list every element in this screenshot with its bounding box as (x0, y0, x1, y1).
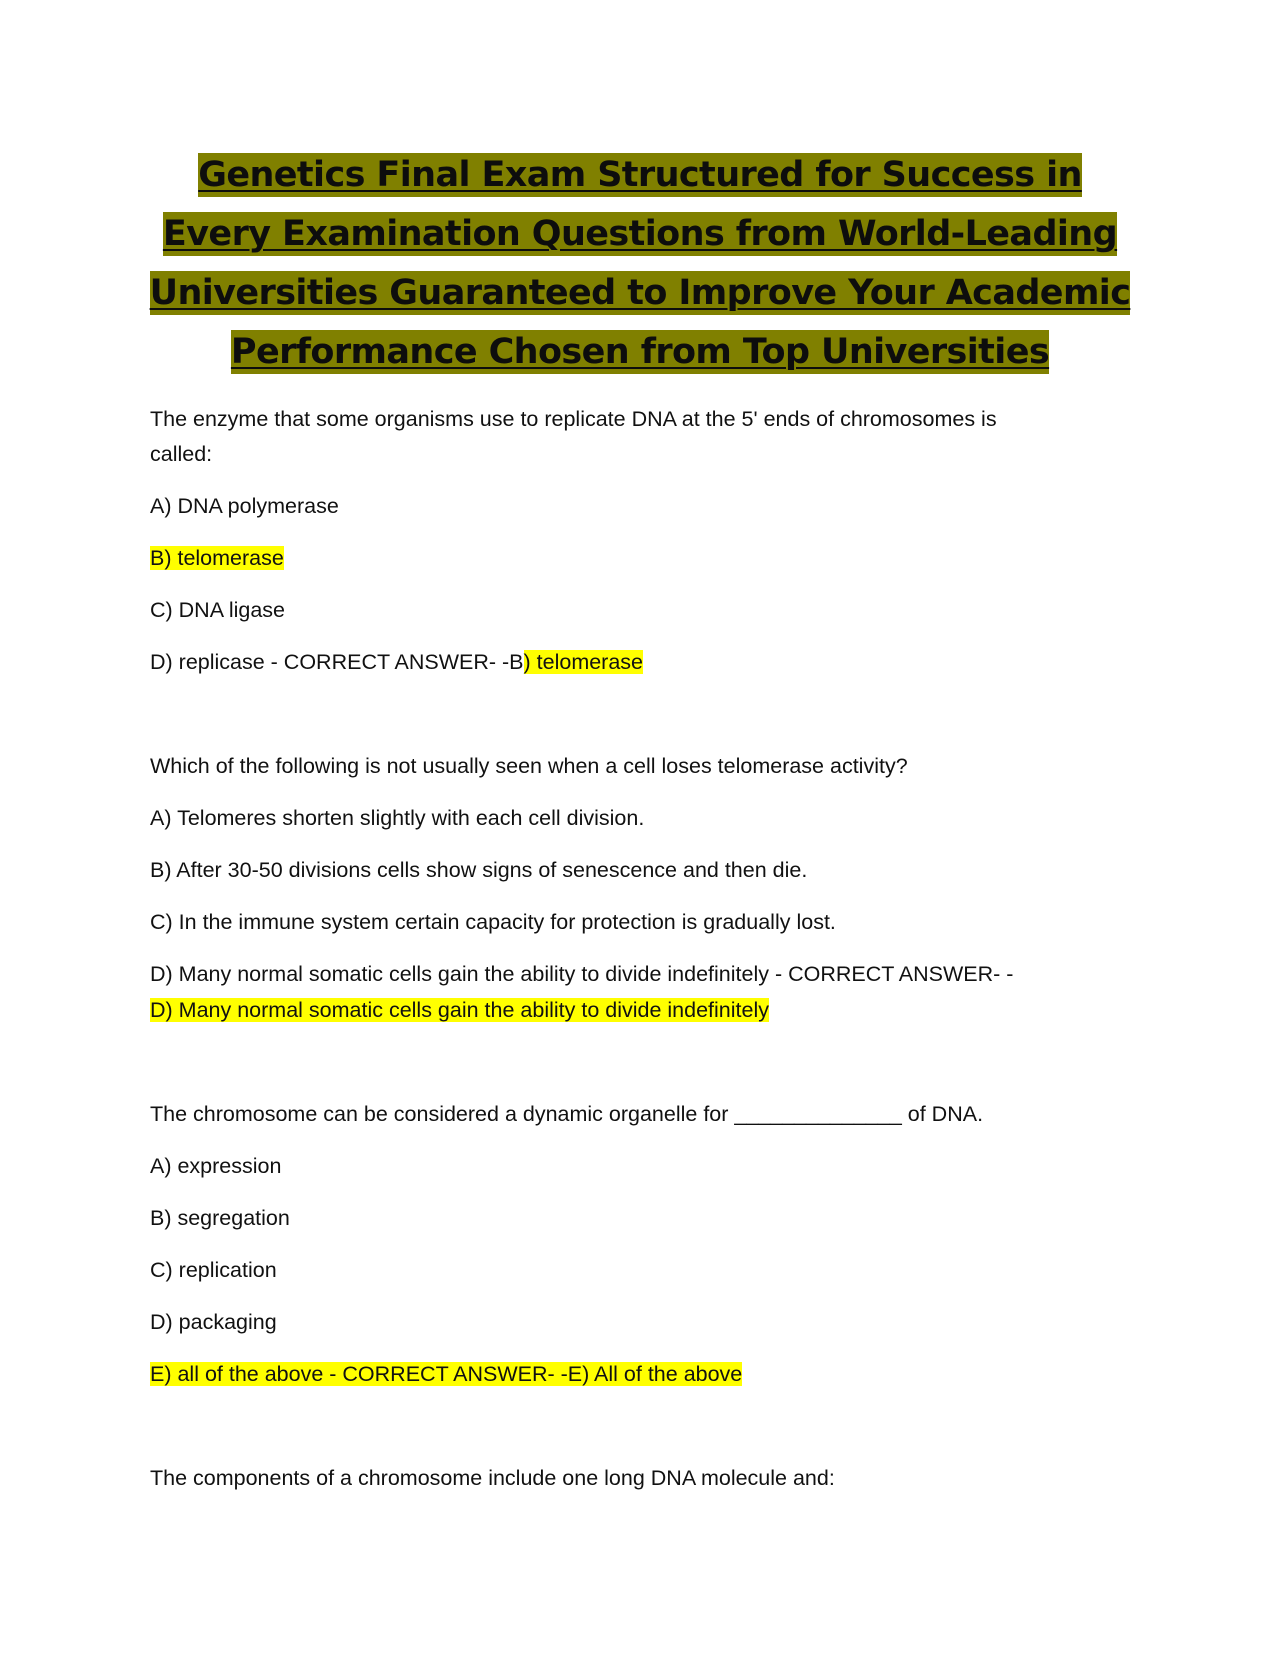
q1-option-c: C) DNA ligase (150, 598, 286, 622)
q2-answer (150, 996, 769, 1024)
q1-option-b (150, 544, 284, 572)
q3-option-d: D) packaging (150, 1310, 277, 1334)
title-line-2: Every Examination Questions from World-Leading (162, 214, 1118, 254)
q2-option-b: B) After 30-50 divisions cells show signs of senescence and then die. (150, 858, 808, 882)
q1-option-d (150, 648, 643, 676)
q3-answer-highlight: E) all of the above - CORRECT ANSWER- -E) All of the above (150, 1362, 743, 1386)
title-line-4: Performance Chosen from Top Universities (230, 332, 1050, 372)
q1-option-b-text: B) telomerase (150, 546, 284, 570)
q2-option-d: D) Many normal somatic cells gain the ability to divide indefinitely - CORRECT ANSWER- - (150, 962, 1014, 986)
q1-option-a: A) DNA polymerase (150, 494, 339, 518)
q3-option-b: B) segregation (150, 1206, 290, 1230)
q3-option-e (150, 1360, 742, 1388)
q3-option-c: C) replication (150, 1258, 277, 1282)
q3-stem: The chromosome can be considered a dynamic organelle for ______________ of DNA. (150, 1102, 984, 1126)
q1-answer-highlight: ) telomerase (523, 650, 644, 674)
q2-answer-highlight: D) Many normal somatic cells gain the ability to divide indefinitely (150, 998, 769, 1022)
document-title (140, 146, 1140, 382)
q4-stem: The components of a chromosome include one long DNA molecule and: (150, 1466, 835, 1490)
q1-stem-line-1: The enzyme that some organisms use to replicate DNA at the 5' ends of chromosomes is (150, 407, 997, 431)
q1-stem-line-2: called: (150, 442, 213, 466)
q2-option-c: C) In the immune system certain capacity for protection is gradually lost. (150, 910, 836, 934)
q2-stem: Which of the following is not usually seen when a cell loses telomerase activity? (150, 754, 908, 778)
title-line-3: Universities Guaranteed to Improve Your Academic (149, 273, 1131, 313)
q1-option-d-text: D) replicase - CORRECT ANSWER- -B (150, 650, 524, 674)
title-line-1: Genetics Final Exam Structured for Success in (198, 155, 1082, 195)
q3-option-a: A) expression (150, 1154, 282, 1178)
q2-option-a: A) Telomeres shorten slightly with each cell division. (150, 806, 645, 830)
